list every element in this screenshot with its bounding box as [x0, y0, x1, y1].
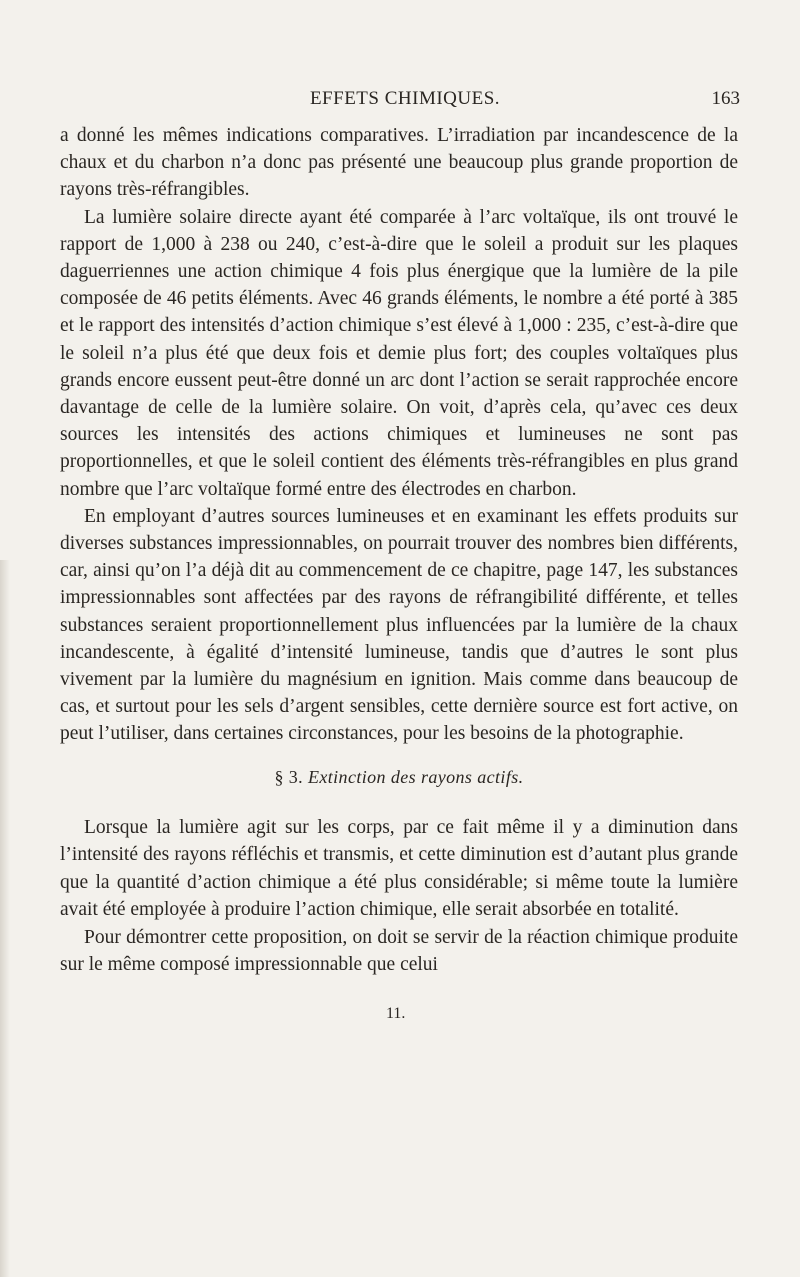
page-edge-shadow	[0, 560, 10, 1277]
paragraph-4: Lorsque la lumière agit sur les corps, par ce fait même il y a diminution dans l’intensité des rayons réfléchis et transmis, et cette diminution est d’autant plus grande que la quantité d’action chimique a été plus considérable; si même toute la lumière avait été employée à produire l’action chimique, elle serait absorbée en totalité.	[60, 817, 738, 921]
paragraph-1: a donné les mêmes indications comparatives. L’irradiation par incandescence de la chaux et du charbon n’a donc pas présenté une beaucoup plus grande proportion de rayons très-réfrangibles.	[60, 125, 738, 201]
page-header	[70, 88, 740, 118]
page-number: 163	[711, 88, 740, 109]
section-heading	[60, 767, 738, 788]
paragraph-2: La lumière solaire directe ayant été comparée à l’arc voltaïque, ils ont trouvé le rapport de 1,000 à 238 ou 240, c’est-à-dire que le soleil a produit sur les plaques daguerriennes une action chimique 4 fois plus énergique que la lumière de la pile composée de 46 petits éléments. Avec 46 grands éléments, le nombre a été porté à 385 et le rapport des intensités d’action chimique s’est élevé à 1,000 : 235, c’est-à-dire que le soleil n’a plus été que deux fois et demie plus fort; des couples voltaïques plus grands encore eussent peut-être donné un arc dont l’action se serait rapprochée encore davantage de celle de la lumière solaire. On voit, d’après cela, qu’avec ces deux sources les intensités des actions chimiques et lumineuses ne sont pas proportionnelles, et que le soleil contient des éléments très-réfrangibles en plus grand nombre que l’arc voltaïque formé entre des électrodes en charbon.	[60, 206, 738, 500]
paragraph-5: Pour démontrer cette proposition, on doit se servir de la réaction chimique produite sur le même composé impressionnable que celui	[60, 926, 738, 976]
paragraph-3: En employant d’autres sources lumineuses et en examinant les effets produits sur diverses substances impressionnables, on pourrait trouver des nombres bien différents, car, ainsi qu’on l’a déjà dit au commencement de ce chapitre, page 147, les substances impressionnables sont affectées par des rayons de réfrangibilité différente, et telles substances seraient proportionnellement plus influencées par la lumière de la chaux incandescente, à égalité d’intensité lumineuse, tandis que d’autres le sont plus vivement par la lumière du magnésium en ignition. Mais comme dans beaucoup de cas, et surtout pour les sels d’argent sensibles, cette dernière source est fort active, on peut l’utiliser, dans certaines circonstances, pour les besoins de la photographie.	[60, 505, 738, 745]
section-title: Extinction des rayons actifs.	[307, 767, 524, 787]
signature-mark: 11.	[386, 1005, 406, 1022]
body-text-section-1	[60, 122, 738, 748]
section-number: § 3.	[274, 767, 304, 787]
body-text-section-3	[60, 814, 738, 978]
running-head: EFFETS CHIMIQUES.	[309, 88, 501, 109]
